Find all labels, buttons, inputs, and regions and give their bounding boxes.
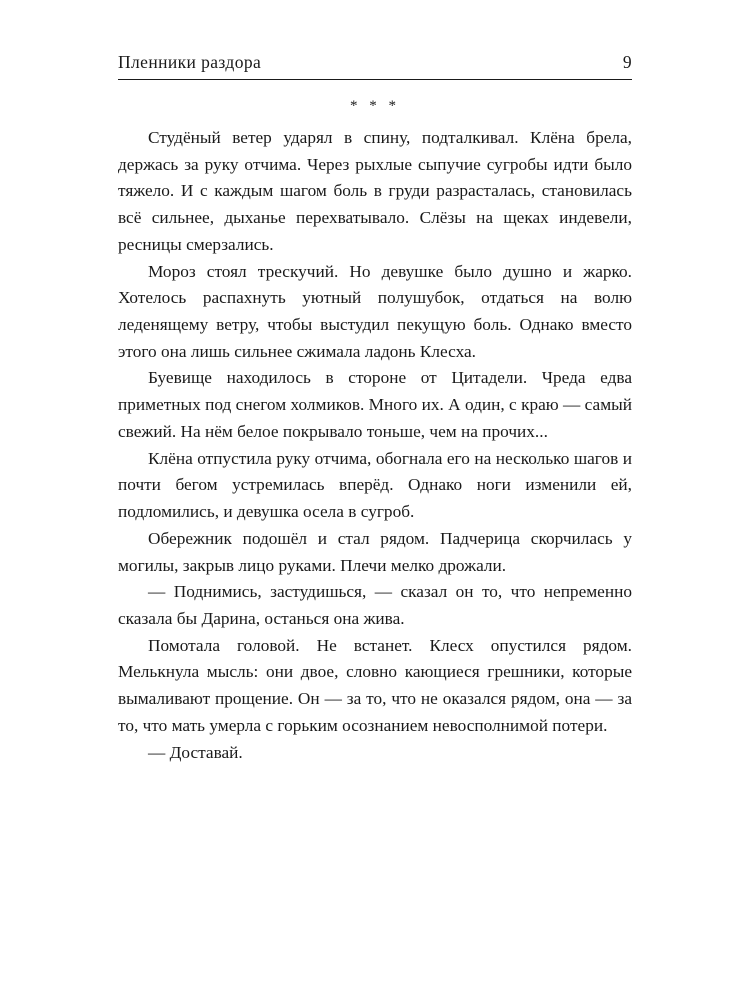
section-break-ornament: * * * <box>350 98 400 114</box>
paragraph: Клёна отпустила руку отчима, обогнала его на несколько шагов и почти бегом устремилась вперёд. Однако ноги изменили ей, подломились, и девушка осела в сугроб. <box>118 448 632 522</box>
body-text <box>118 125 632 766</box>
paragraph: Студёный ветер ударял в спину, подталкивал. Клёна брела, держась за руку отчима. Через рыхлые сыпучие сугробы идти было тяжело. И с каждым шагом боль в груди разрасталась, становилась всё сильнее, дыханье перехватывало. Слёзы на щеках индевели, ресницы смерзались. <box>118 128 632 254</box>
paragraph: Буевище находилось в стороне от Цитадели. Чреда едва приметных под снегом холмиков. Много их. А один, с краю — самый свежий. На нём белое покрывало тоньше, чем на прочих... <box>118 368 632 441</box>
running-head-title: Пленники раздора <box>118 52 262 72</box>
paragraph: — Доставай. <box>148 742 243 762</box>
paragraph: Мороз стоял трескучий. Но девушке было душно и жарко. Хотелось распахнуть уютный полушубок, отдаться на волю леденящему ветру, чтобы выстудил пекущую боль. Однако вместо этого она лишь сильнее сжимала ладонь Клесха. <box>118 261 632 361</box>
paragraph: — Поднимись, застудишься, — сказал он то, что непременно сказала бы Дарина, останься она жива. <box>118 582 632 628</box>
page-header <box>118 52 632 73</box>
header-divider <box>118 79 632 80</box>
page-number: 9 <box>622 52 632 72</box>
paragraph: Помотала головой. Не встанет. Клесх опустился рядом. Мелькнула мысль: они двое, словно кающиеся грешники, которые вымаливают прощение. Он — за то, что не оказался рядом, она — за то, что мать умерла с горьким осознанием невосполнимой потери. <box>118 635 632 735</box>
paragraph: Обережник подошёл и стал рядом. Падчерица скорчилась у могилы, закрыв лицо руками. Плечи мелко дрожали. <box>118 528 632 575</box>
